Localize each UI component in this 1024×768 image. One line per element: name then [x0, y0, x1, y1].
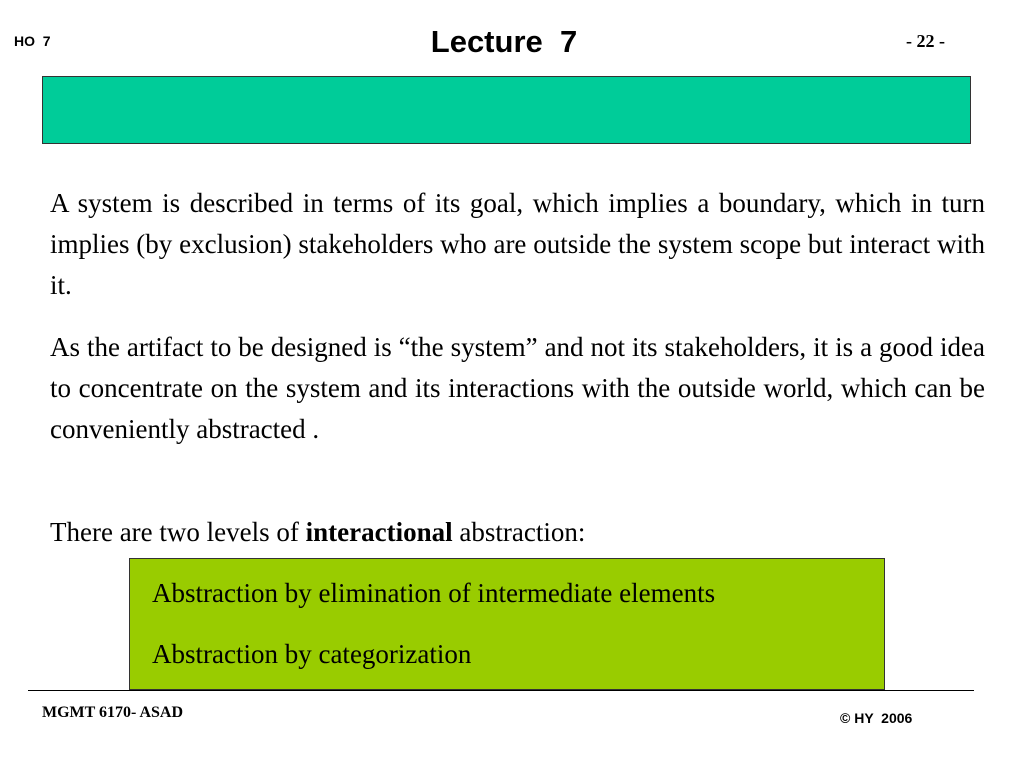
bold-term-interactional: interactional: [305, 517, 453, 547]
paragraph-artifact-design: As the artifact to be designed is “the system” and not its stakeholders, it is a good idea to concentrate on the system and its interactions with the outside world, which can be conveniently abstracted .: [50, 332, 985, 444]
slide-title: Lecture 7: [430, 24, 578, 59]
footer-copyright: © HY 2006: [840, 710, 913, 726]
page-number: - 22 -: [906, 31, 945, 51]
paragraph-system-goal: A system is described in terms of its goal, which implies a boundary, which in turn implies (by exclusion) stakeholders who are outside the system scope but interact with it.: [50, 188, 985, 300]
level-categorization: Abstraction by categorization: [152, 639, 472, 669]
paragraph-abstraction-levels: [50, 512, 985, 553]
footer-course: MGMT 6170- ASAD: [42, 704, 184, 721]
abstraction-levels-box: [129, 558, 885, 690]
title-banner: [42, 76, 971, 144]
paragraph-3-prefix: There are two levels of: [50, 517, 306, 547]
paragraph-3-suffix: abstraction:: [452, 517, 586, 547]
handout-label: HO 7: [14, 33, 51, 49]
level-elimination: Abstraction by elimination of intermediate elements: [152, 578, 716, 608]
footer-divider: [28, 690, 974, 691]
